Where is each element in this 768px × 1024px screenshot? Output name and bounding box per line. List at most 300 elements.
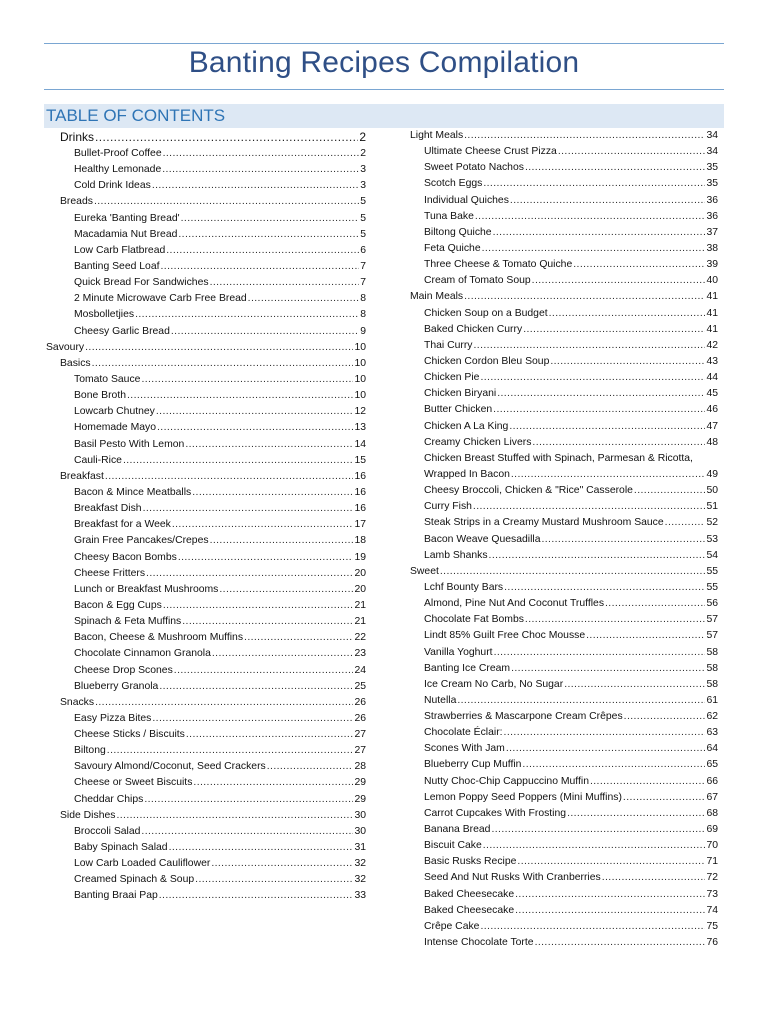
toc-page-number: 39 [706, 259, 718, 271]
toc-dot-leader [624, 709, 706, 725]
toc-entry[interactable] [410, 451, 718, 467]
toc-page-number: 66 [706, 775, 718, 787]
toc-page-number: 26 [354, 696, 366, 708]
toc-entry[interactable] [410, 289, 718, 305]
toc-entry[interactable] [46, 888, 366, 904]
toc-entry-title: Cheese Fritters [74, 567, 146, 579]
toc-dot-leader [473, 499, 706, 515]
toc-dot-leader [178, 550, 354, 566]
toc-entry-title: Three Cheese & Tomato Quiche [424, 259, 573, 271]
toc-page-number: 38 [706, 242, 718, 254]
toc-entry[interactable] [46, 711, 366, 727]
toc-dot-leader [480, 370, 705, 386]
toc-entry[interactable] [410, 435, 718, 451]
toc-page-number: 32 [354, 874, 366, 886]
toc-entry[interactable] [410, 774, 718, 790]
toc-entry[interactable] [46, 453, 366, 469]
toc-page-number: 76 [706, 937, 718, 949]
toc-entry-title: Cold Drink Ideas [74, 180, 151, 192]
toc-page-number: 73 [706, 888, 718, 900]
toc-entry[interactable] [410, 128, 718, 144]
toc-entry[interactable] [46, 194, 366, 210]
toc-dot-leader [475, 209, 706, 225]
toc-entry-title: Breads [60, 196, 93, 208]
toc-entry[interactable] [46, 243, 366, 259]
toc-entry[interactable] [410, 338, 718, 354]
toc-dot-leader [483, 838, 706, 854]
toc-entry[interactable] [410, 386, 718, 402]
toc-dot-leader [480, 919, 705, 935]
toc-entry-title: Crêpe Cake [424, 920, 480, 932]
toc-page-number: 29 [354, 793, 366, 805]
toc-dot-leader [665, 515, 706, 531]
toc-page-number: 46 [706, 404, 718, 416]
toc-page-number: 43 [706, 355, 718, 367]
toc-entry-title: Cheesy Garlic Bread [74, 325, 170, 337]
toc-entry-title: Drinks [60, 130, 95, 144]
toc-dot-leader [525, 160, 706, 176]
toc-page-number: 30 [354, 809, 366, 821]
toc-entry[interactable] [46, 775, 366, 791]
toc-entry[interactable] [46, 259, 366, 275]
toc-entry[interactable] [410, 870, 718, 886]
toc-entry[interactable] [410, 499, 718, 515]
toc-page-number: 18 [354, 535, 366, 547]
toc-entry-title: Bacon, Cheese & Mushroom Muffins [74, 632, 244, 644]
toc-entry[interactable] [410, 176, 718, 192]
toc-entry[interactable] [410, 822, 718, 838]
toc-page-number: 41 [706, 291, 718, 303]
toc-entry[interactable] [410, 887, 718, 903]
toc-entry-title: Main Meals [410, 291, 464, 303]
toc-page-number: 16 [354, 503, 366, 515]
toc-entry[interactable] [410, 645, 718, 661]
toc-entry-title: Lchf Bounty Bars [424, 581, 504, 593]
toc-entry-title: Blueberry Cup Muffin [424, 759, 522, 771]
toc-entry-title: Cheesy Broccoli, Chicken & "Rice" Casserole [424, 485, 633, 497]
toc-dot-leader [146, 566, 353, 582]
toc-entry[interactable] [410, 193, 718, 209]
toc-page-number: 8 [360, 309, 366, 321]
toc-page-number: 17 [354, 519, 366, 531]
toc-dot-leader [193, 775, 353, 791]
toc-dot-leader [506, 741, 706, 757]
toc-dot-leader [494, 645, 706, 661]
toc-dot-leader [532, 435, 705, 451]
toc-entry[interactable] [410, 935, 718, 951]
toc-entry[interactable] [46, 517, 366, 533]
toc-entry-title: Chocolate Cinnamon Granola [74, 648, 211, 660]
toc-left-column [46, 128, 366, 905]
toc-entry[interactable] [46, 146, 366, 162]
toc-entry[interactable] [46, 582, 366, 598]
toc-page-number: 49 [706, 468, 718, 480]
toc-entry[interactable] [410, 806, 718, 822]
toc-page-number: 6 [360, 244, 366, 256]
toc-entry-title: Strawberries & Mascarpone Cream Crêpes [424, 711, 623, 723]
toc-page-number: 5 [360, 228, 366, 240]
toc-entry-title: Mosbolletjies [74, 309, 135, 321]
toc-entry[interactable] [410, 612, 718, 628]
toc-entry[interactable] [46, 614, 366, 630]
toc-entry-title: Tomato Sauce [74, 373, 141, 385]
toc-dot-leader [92, 356, 354, 372]
toc-dot-leader [107, 743, 354, 759]
toc-entry[interactable] [410, 306, 718, 322]
toc-entry[interactable] [46, 792, 366, 808]
toc-dot-leader [161, 259, 360, 275]
toc-dot-leader [178, 227, 359, 243]
toc-entry-title: Tuna Bake [424, 210, 474, 222]
toc-dot-leader [517, 854, 705, 870]
toc-entry-title: Blueberry Granola [74, 680, 159, 692]
toc-dot-leader [573, 257, 705, 273]
toc-entry[interactable] [410, 790, 718, 806]
toc-entry[interactable] [410, 693, 718, 709]
toc-page-number: 7 [360, 277, 366, 289]
toc-entry-title: Intense Chocolate Torte [424, 937, 534, 949]
toc-dot-leader [504, 580, 705, 596]
toc-page-number: 25 [354, 680, 366, 692]
toc-entry-title: Baked Cheesecake [424, 904, 515, 916]
toc-dot-leader [141, 372, 353, 388]
toc-entry[interactable] [410, 144, 718, 160]
toc-entry-title: Bullet-Proof Coffee [74, 148, 162, 159]
toc-entry[interactable] [46, 824, 366, 840]
toc-entry[interactable] [46, 178, 366, 194]
toc-page-number: 48 [706, 436, 718, 448]
toc-entry-title: Lamb Shanks [424, 549, 488, 561]
toc-entry[interactable] [410, 322, 718, 338]
toc-entry-title: Baby Spinach Salad [74, 842, 168, 854]
toc-page-number: 5 [360, 212, 366, 224]
page-title: Banting Recipes Compilation [188, 46, 580, 79]
toc-dot-leader [159, 679, 353, 695]
toc-entry[interactable] [46, 679, 366, 695]
toc-entry-title: Banana Bread [424, 824, 491, 836]
toc-entry[interactable] [410, 402, 718, 418]
toc-entry[interactable] [410, 354, 718, 370]
toc-entry[interactable] [410, 596, 718, 612]
toc-entry[interactable] [410, 419, 718, 435]
toc-entry[interactable] [410, 467, 718, 483]
toc-entry[interactable] [410, 483, 718, 499]
toc-entry-title: Banting Ice Cream [424, 662, 511, 674]
toc-page-number: 58 [706, 678, 718, 690]
toc-entry-title: Vanilla Yoghurt [424, 646, 493, 658]
toc-dot-leader [144, 792, 353, 808]
toc-entry[interactable] [410, 241, 718, 257]
toc-dot-leader [152, 711, 353, 727]
toc-entry-title: Lowcarb Chutney [74, 406, 155, 418]
toc-page-number: 41 [706, 323, 718, 335]
toc-dot-leader [558, 144, 706, 160]
toc-page-number: 55 [706, 565, 718, 577]
toc-dot-leader [464, 128, 705, 144]
toc-page-number: 24 [354, 664, 366, 676]
toc-entry-title: Creamy Chicken Livers [424, 436, 532, 448]
toc-page-number: 44 [706, 372, 718, 384]
toc-entry-title: Almond, Pine Nut And Coconut Truffles [424, 598, 605, 610]
toc-entry[interactable] [46, 856, 366, 872]
toc-dot-leader [85, 340, 353, 356]
toc-page-number: 50 [706, 485, 718, 497]
toc-entry[interactable] [46, 759, 366, 775]
toc-entry-title: Chicken Biryani [424, 388, 497, 400]
toc-entry[interactable] [410, 741, 718, 757]
toc-page-number: 47 [706, 420, 718, 432]
toc-entry[interactable] [410, 370, 718, 386]
toc-entry-title: Thai Curry [424, 339, 473, 351]
toc-page-number: 54 [706, 549, 718, 561]
toc-dot-leader [541, 532, 705, 548]
toc-dot-leader [116, 808, 353, 824]
toc-dot-leader [590, 774, 705, 790]
toc-entry-title: Grain Free Pancakes/Crepes [74, 535, 209, 547]
toc-page-number: 10 [354, 373, 366, 385]
toc-entry-title: Spinach & Feta Muffins [74, 616, 182, 628]
toc-entry[interactable] [46, 307, 366, 323]
toc-page-number: 56 [706, 598, 718, 610]
toc-entry-title: Seed And Nut Rusks With Cranberries [424, 872, 601, 884]
toc-dot-leader [162, 162, 359, 178]
toc-entry-title: Breakfast [60, 470, 104, 482]
toc-dot-leader [550, 354, 705, 370]
toc-dot-leader [248, 291, 360, 307]
toc-page-number: 45 [706, 388, 718, 400]
toc-entry[interactable] [410, 580, 718, 596]
toc-entry[interactable] [410, 273, 718, 289]
toc-page-number: 3 [360, 180, 366, 192]
toc-dot-leader [105, 469, 354, 485]
toc-entry[interactable] [46, 840, 366, 856]
toc-entry[interactable] [46, 128, 366, 146]
toc-page-number: 23 [354, 648, 366, 660]
toc-entry-title: Feta Quiche [424, 242, 481, 254]
title-underline [44, 89, 724, 90]
toc-entry[interactable] [46, 646, 366, 662]
toc-entry-title: Savoury Almond/Coconut, Seed Crackers [74, 761, 266, 773]
toc-entry[interactable] [410, 160, 718, 176]
toc-entry[interactable] [410, 757, 718, 773]
toc-page-number: 57 [706, 614, 718, 626]
toc-entry[interactable] [46, 356, 366, 372]
toc-entry-title: Butter Chicken [424, 404, 493, 416]
toc-entry-title: Savoury [46, 341, 85, 353]
toc-dot-leader [515, 903, 705, 919]
toc-page-number: 19 [354, 551, 366, 563]
toc-entry-title: Broccoli Salad [74, 825, 141, 837]
toc-dot-leader [532, 273, 706, 289]
toc-dot-leader [141, 824, 353, 840]
toc-entry[interactable] [410, 225, 718, 241]
toc-page-number: 75 [706, 920, 718, 932]
toc-entry[interactable] [46, 550, 366, 566]
toc-entry-title: Lunch or Breakfast Mushrooms [74, 583, 219, 595]
toc-entry-title: Nutty Choc-Chip Cappuccino Muffin [424, 775, 589, 787]
toc-page-number: 57 [706, 630, 718, 642]
toc-entry[interactable] [410, 515, 718, 531]
toc-entry-title: Cauli-Rice [74, 454, 122, 466]
toc-page-number: 34 [706, 146, 718, 158]
toc-entry[interactable] [46, 420, 366, 436]
toc-page-number: 65 [706, 759, 718, 771]
toc-page-number: 63 [706, 727, 718, 739]
toc-entry-title: Bacon & Egg Cups [74, 599, 162, 611]
toc-dot-leader [564, 677, 705, 693]
toc-entry-title: Bacon & Mince Meatballs [74, 486, 192, 498]
toc-entry[interactable] [410, 532, 718, 548]
toc-dot-leader [163, 598, 354, 614]
toc-entry-title: Biscuit Cake [424, 840, 482, 852]
toc-dot-leader [522, 757, 705, 773]
toc-dot-leader [474, 338, 706, 354]
toc-entry-title: Steak Strips in a Creamy Mustard Mushroom Sauce [424, 517, 664, 529]
toc-page-number: 30 [354, 825, 366, 837]
toc-dot-leader [493, 225, 706, 241]
toc-entry-title: Sweet [410, 565, 439, 577]
toc-page-number: 3 [360, 164, 366, 176]
toc-entry[interactable] [410, 903, 718, 919]
toc-page-number: 35 [706, 178, 718, 190]
toc-entry[interactable] [46, 162, 366, 178]
toc-entry[interactable] [46, 695, 366, 711]
toc-entry-title: Baked Cheesecake [424, 888, 515, 900]
toc-entry[interactable] [46, 630, 366, 646]
toc-entry[interactable] [410, 709, 718, 725]
toc-page-number: 29 [354, 777, 366, 789]
toc-page-number: 74 [706, 904, 718, 916]
toc-page-number: 21 [354, 616, 366, 628]
toc-entry[interactable] [46, 227, 366, 243]
toc-entry[interactable] [410, 548, 718, 564]
toc-dot-leader [95, 128, 358, 146]
toc-entry[interactable] [46, 388, 366, 404]
toc-entry[interactable] [46, 533, 366, 549]
toc-entry[interactable] [46, 727, 366, 743]
toc-page-number: 14 [354, 438, 366, 450]
toc-entry[interactable] [410, 838, 718, 854]
toc-entry[interactable] [46, 340, 366, 356]
toc-entry-title: Macadamia Nut Bread [74, 228, 178, 240]
toc-right-column [410, 128, 718, 951]
toc-entry[interactable] [410, 661, 718, 677]
toc-page-number: 9 [360, 325, 366, 337]
toc-entry[interactable] [410, 628, 718, 644]
toc-entry-title: Chicken Soup on a Budget [424, 307, 548, 319]
toc-entry-title: Cheesy Bacon Bombs [74, 551, 177, 563]
toc-page-number: 51 [706, 501, 718, 513]
toc-entry-title: Chocolate Éclair: [424, 727, 503, 739]
toc-page-number: 41 [706, 307, 718, 319]
toc-entry-title: Homemade Mayo [74, 422, 157, 434]
toc-page-number: 58 [706, 662, 718, 674]
toc-dot-leader [172, 517, 354, 533]
toc-entry-title: Scotch Eggs [424, 178, 483, 190]
toc-dot-leader [634, 483, 706, 499]
toc-entry[interactable] [46, 743, 366, 759]
toc-dot-leader [493, 402, 705, 418]
toc-page-number: 10 [354, 390, 366, 402]
toc-entry[interactable] [410, 854, 718, 870]
toc-entry-title: Cheese Drop Scones [74, 664, 173, 676]
toc-entry-title: Low Carb Loaded Cauliflower [74, 858, 211, 870]
toc-page-number: 70 [706, 840, 718, 852]
toc-dot-leader [440, 564, 706, 580]
toc-entry-title: Banting Seed Loaf [74, 260, 160, 272]
toc-entry[interactable] [46, 501, 366, 517]
toc-entry[interactable] [410, 919, 718, 935]
toc-entry[interactable] [46, 437, 366, 453]
toc-entry[interactable] [46, 485, 366, 501]
toc-entry[interactable] [46, 211, 366, 227]
toc-entry-title: Ice Cream No Carb, No Sugar [424, 678, 564, 690]
toc-entry[interactable] [410, 677, 718, 693]
toc-entry[interactable] [46, 291, 366, 307]
toc-entry-title: 2 Minute Microwave Carb Free Bread [74, 293, 247, 305]
toc-entry[interactable] [410, 257, 718, 273]
toc-dot-leader [567, 806, 705, 822]
toc-dot-leader [159, 888, 354, 904]
toc-entry-title: Ultimate Cheese Crust Pizza [424, 146, 557, 158]
toc-dot-leader [509, 419, 705, 435]
toc-entry-title: Chocolate Fat Bombs [424, 614, 524, 626]
toc-dot-leader [482, 241, 706, 257]
toc-page-number: 34 [706, 130, 718, 141]
toc-entry[interactable] [410, 209, 718, 225]
toc-entry[interactable] [46, 872, 366, 888]
toc-entry[interactable] [46, 404, 366, 420]
toc-entry[interactable] [410, 564, 718, 580]
toc-dot-leader [491, 822, 705, 838]
toc-page-number: 27 [354, 729, 366, 741]
toc-page-number: 13 [354, 422, 366, 434]
toc-dot-leader [185, 437, 353, 453]
toc-entry[interactable] [46, 566, 366, 582]
toc-dot-leader [535, 935, 706, 951]
toc-entry-title: Scones With Jam [424, 743, 505, 755]
toc-entry[interactable] [46, 324, 366, 340]
toc-page-number: 10 [354, 341, 366, 353]
toc-page-number: 36 [706, 210, 718, 222]
toc-entry-title: Biltong Quiche [424, 226, 492, 238]
toc-dot-leader [186, 727, 354, 743]
toc-page-number: 72 [706, 872, 718, 884]
toc-entry-title: Breakfast for a Week [74, 519, 171, 531]
toc-entry[interactable] [410, 725, 718, 741]
toc-page-number: 36 [706, 194, 718, 206]
toc-dot-leader [464, 289, 705, 305]
toc-entry[interactable] [46, 469, 366, 485]
toc-entry[interactable] [46, 663, 366, 679]
toc-page-number: 71 [706, 856, 718, 868]
toc-dot-leader [143, 501, 354, 517]
toc-page-number: 16 [354, 470, 366, 482]
toc-entry[interactable] [46, 372, 366, 388]
toc-entry-title: Basics [60, 357, 91, 369]
toc-entry[interactable] [46, 808, 366, 824]
toc-page-number: 2 [360, 148, 366, 159]
toc-entry-title: Bone Broth [74, 390, 126, 402]
toc-entry-title: Eureka 'Banting Bread' [74, 212, 180, 224]
toc-dot-leader [169, 840, 354, 856]
toc-page-number: 64 [706, 743, 718, 755]
toc-dot-leader [210, 275, 360, 291]
toc-dot-leader [244, 630, 353, 646]
toc-entry[interactable] [46, 275, 366, 291]
toc-entry[interactable] [46, 598, 366, 614]
toc-dot-leader [483, 176, 705, 192]
